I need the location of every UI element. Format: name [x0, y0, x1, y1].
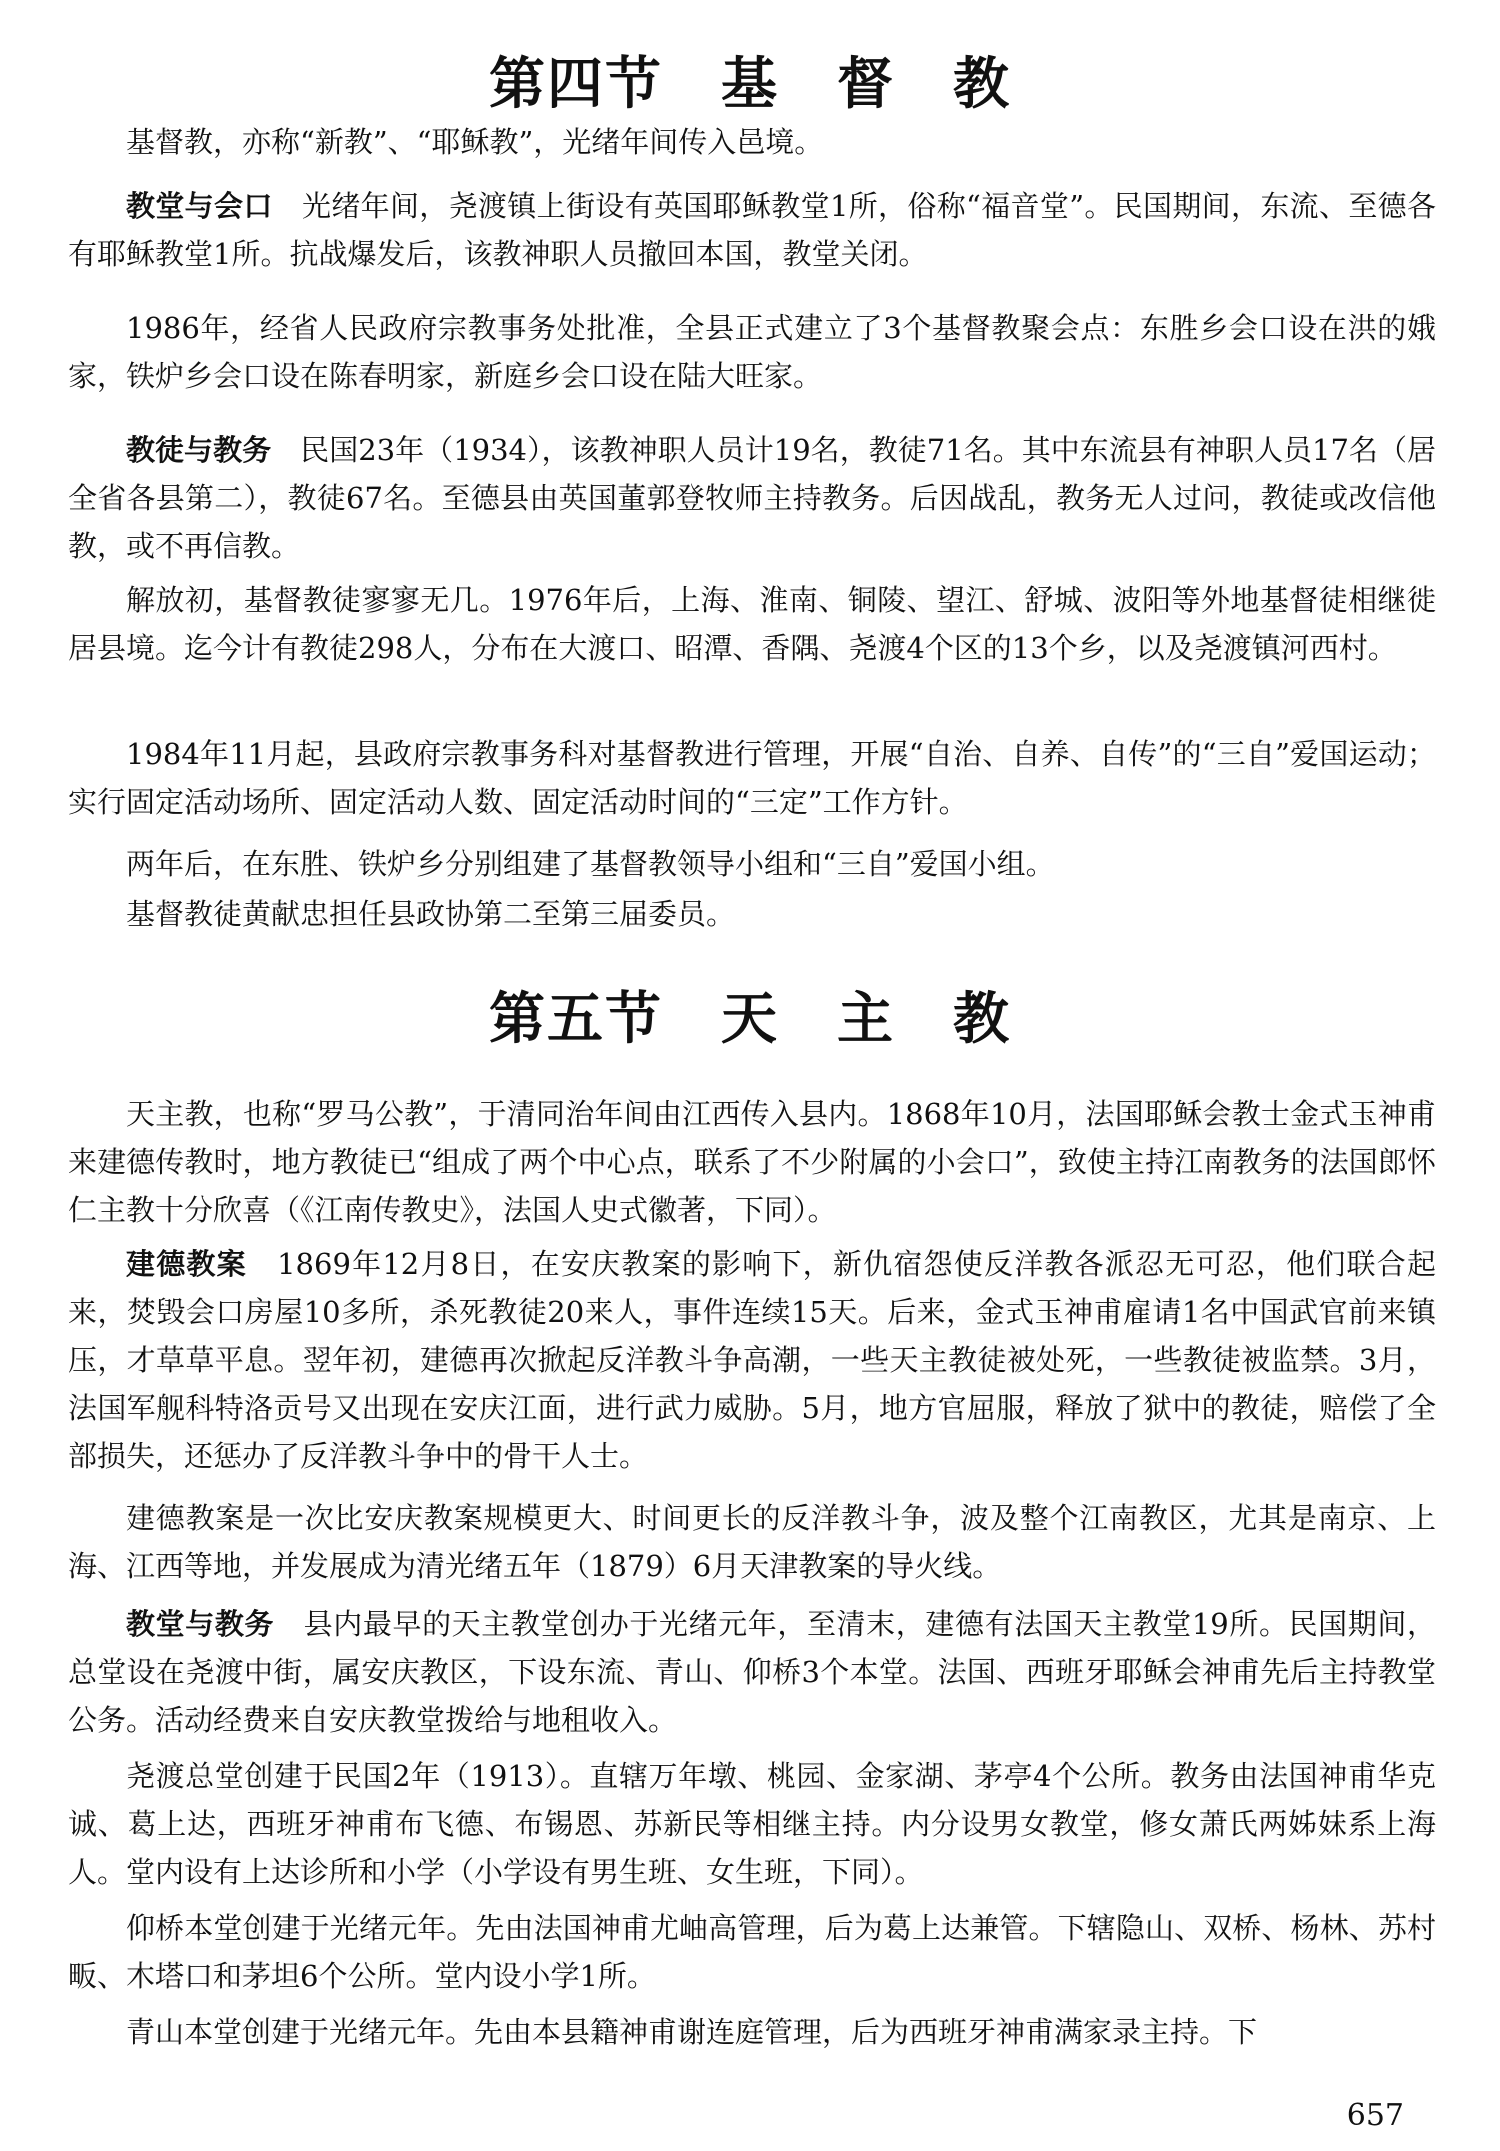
s5-p2-text: 1869年12月8日，在安庆教案的影响下，新仇宿怨使反洋教各派忍无可忍，他们联合起来，焚毁会口房屋10多所，杀死教徒20来人，事件连续15天。后来，金式玉神甫雇请1名中国武官前来镇压，才草草平息。翌年初，建德再次掀起反洋教斗争高潮，一些天主教徒被处死，一些教徒被监禁。3月，法国军舰科特洛贡号又出现在安庆江面，进行武力威胁。5月，地方官屈服，释放了狱中的教徒，赔偿了全部损失，还惩办了反洋教斗争中的骨干人士。	[68, 1247, 1436, 1473]
s4-p3-text: 1986年，经省人民政府宗教事务处批准，全县正式建立了3个基督教聚会点：东胜乡会口设在洪的娥家，铁炉乡会口设在陈春明家，新庭乡会口设在陆大旺家。	[68, 311, 1436, 393]
s5-p7-text: 青山本堂创建于光绪元年。先由本县籍神甫谢连庭管理，后为西班牙神甫满家录主持。下	[126, 2015, 1258, 2049]
s5-paragraph-7	[68, 2008, 1436, 2056]
s4-p2-lead: 教堂与会口	[126, 189, 273, 223]
section-5-heading: 第五节 天 主 教	[489, 986, 1011, 1052]
s5-paragraph-1	[68, 1090, 1436, 1234]
s4-paragraph-4	[68, 426, 1436, 570]
s4-p4-text: 民国23年（1934），该教神职人员计19名，教徒71名。其中东流县有神职人员17名（居全省各县第二），教徒67名。至德县由英国董郭登牧师主持教务。后因战乱，教务无人过问，教徒或改信他教，或不再信教。	[68, 433, 1436, 563]
section-4-heading: 第四节 基 督 教	[489, 51, 1011, 117]
s5-p3-text: 建德教案是一次比安庆教案规模更大、时间更长的反洋教斗争，波及整个江南教区，尤其是南京、上海、江西等地，并发展成为清光绪五年（1879）6月天津教案的导火线。	[68, 1501, 1436, 1583]
s5-p5-text: 尧渡总堂创建于民国2年（1913）。直辖万年墩、桃园、金家湖、茅亭4个公所。教务由法国神甫华克诚、葛上达，西班牙神甫布飞德、布锡恩、苏新民等相继主持。内分设男女教堂，修女萧氏两姊妹系上海人。堂内设有上达诊所和小学（小学设有男生班、女生班，下同）。	[68, 1759, 1436, 1889]
s5-p6-text: 仰桥本堂创建于光绪元年。先由法国神甫尤岫高管理，后为葛上达兼管。下辖隐山、双桥、杨林、苏村畈、木塔口和茅坦6个公所。堂内设小学1所。	[68, 1911, 1436, 1993]
s4-paragraph-6	[68, 730, 1436, 826]
s4-paragraph-7	[68, 840, 1436, 888]
s4-p7-text: 两年后，在东胜、铁炉乡分别组建了基督教领导小组和“三自”爱国小组。	[126, 847, 1055, 881]
s4-p4-lead: 教徒与教务	[126, 433, 272, 467]
s5-paragraph-6	[68, 1904, 1436, 2000]
s5-paragraph-5	[68, 1752, 1436, 1896]
s5-p4-text: 县内最早的天主教堂创办于光绪元年，至清末，建德有法国天主教堂19所。民国期间，总堂设在尧渡中街，属安庆教区，下设东流、青山、仰桥3个本堂。法国、西班牙耶稣会神甫先后主持教堂公务。活动经费来自安庆教堂拨给与地租收入。	[68, 1607, 1436, 1737]
s5-p2-lead: 建德教案	[126, 1247, 247, 1281]
s4-paragraph-2	[68, 182, 1436, 278]
s5-paragraph-4	[68, 1600, 1436, 1744]
s4-paragraph-3	[68, 304, 1436, 400]
s4-paragraph-5	[68, 576, 1436, 672]
s4-p6-text: 1984年11月起，县政府宗教事务科对基督教进行管理，开展“自治、自养、自传”的“三自”爱国运动；实行固定活动场所、固定活动人数、固定活动时间的“三定”工作方针。	[68, 737, 1436, 819]
s4-p1-text: 基督教，亦称“新教”、“耶稣教”，光绪年间传入邑境。	[126, 125, 824, 159]
s4-p8-text: 基督教徒黄献忠担任县政协第二至第三届委员。	[126, 897, 736, 931]
s4-paragraph-8	[68, 890, 1436, 938]
s4-p5-text: 解放初，基督教徒寥寥无几。1976年后，上海、淮南、铜陵、望江、舒城、波阳等外地基督徒相继徙居县境。迄今计有教徒298人，分布在大渡口、昭潭、香隅、尧渡4个区的13个乡，以及尧渡镇河西村。	[68, 583, 1436, 665]
s4-paragraph-1	[68, 118, 1436, 166]
s5-p1-text: 天主教，也称“罗马公教”，于清同治年间由江西传入县内。1868年10月，法国耶稣会教士金式玉神甫来建德传教时，地方教徒已“组成了两个中心点，联系了不少附属的小会口”，致使主持江南教务的法国郎怀仁主教十分欣喜（《江南传教史》，法国人史式徽著，下同）。	[68, 1097, 1436, 1227]
s5-paragraph-3	[68, 1494, 1436, 1590]
s5-p4-lead: 教堂与教务	[126, 1607, 275, 1641]
page-number: 657	[1346, 2098, 1404, 2133]
s4-p2-text: 光绪年间，尧渡镇上街设有英国耶稣教堂1所，俗称“福音堂”。民国期间，东流、至德各有耶稣教堂1所。抗战爆发后，该教神职人员撤回本国，教堂关闭。	[68, 189, 1436, 271]
s5-paragraph-2	[68, 1240, 1436, 1480]
